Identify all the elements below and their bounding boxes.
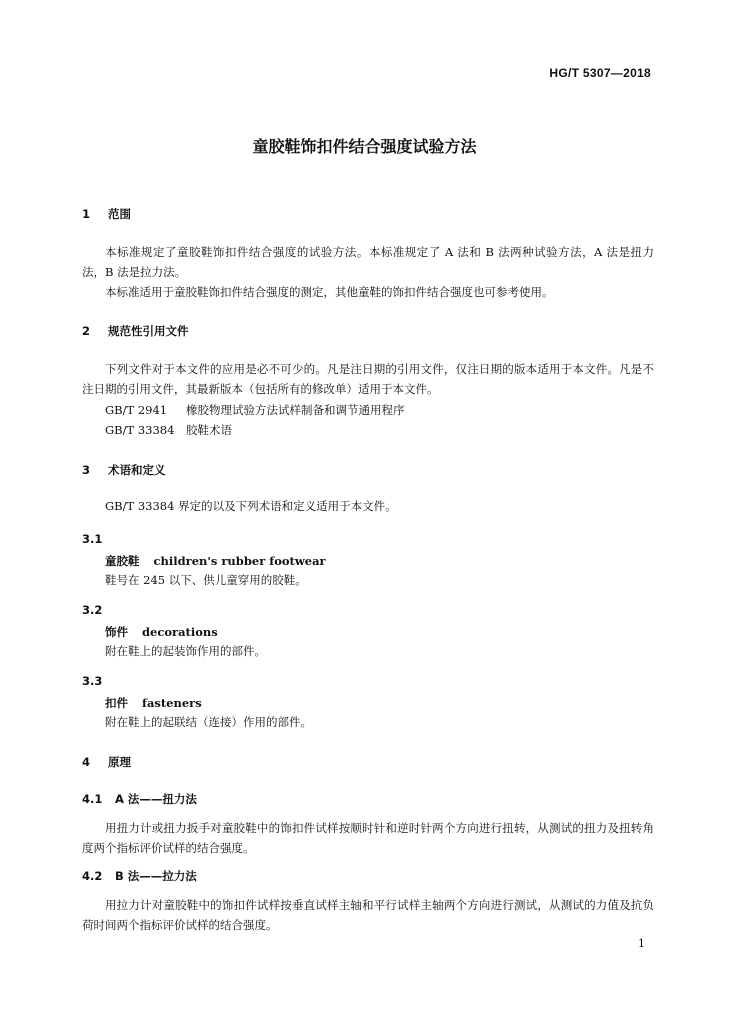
term-number: 3.3: [82, 674, 103, 688]
section-title: 范围: [108, 207, 132, 221]
subsection-4-2-heading: [82, 868, 197, 884]
term-entry: [105, 553, 326, 569]
reference-code: GB/T 33384: [105, 423, 175, 437]
section-number: 4: [82, 755, 91, 769]
term-english: children's rubber footwear: [153, 554, 326, 568]
reference-item: [105, 402, 405, 418]
subsection-number: 4.1: [82, 792, 103, 806]
section-3-heading: [82, 462, 166, 478]
section-number: 1: [82, 207, 91, 221]
section-3-intro: GB/T 33384 界定的以及下列术语和定义适用于本文件。: [105, 499, 397, 513]
subsection-number: 4.2: [82, 869, 103, 883]
term-chinese: 饰件: [105, 625, 128, 639]
term-entry: [105, 695, 202, 711]
term-number: 3.2: [82, 603, 103, 617]
term-english: decorations: [142, 625, 218, 639]
term-definition: 鞋号在 245 以下、供儿童穿用的胶鞋。: [105, 573, 307, 587]
section-2-paragraph: 下列文件对于本文件的应用是必不可少的。凡是注日期的引用文件，仅注日期的版本适用于本文件。凡是不注日期的引用文件，其最新版本（包括所有的修改单）适用于本文件。: [82, 362, 654, 396]
document-code: HG/T 5307—2018: [549, 66, 651, 80]
section-title: 术语和定义: [108, 463, 166, 477]
reference-item: [105, 422, 232, 438]
section-2-heading: [82, 323, 189, 339]
term-english: fasteners: [142, 696, 202, 710]
subsection-4-1-paragraph: 用扭力计或扭力扳手对童胶鞋中的饰扣件试样按顺时针和逆时针两个方向进行扭转，从测试的扭力及扭转角度两个指标评价试样的结合强度。: [82, 821, 654, 855]
section-number: 3: [82, 463, 91, 477]
section-1-paragraph-1: 本标准规定了童胶鞋饰扣件结合强度的试验方法。本标准规定了 A 法和 B 法两种试验方法，A 法是扭力法，B 法是拉力法。: [82, 245, 654, 279]
section-1-heading: [82, 206, 131, 222]
section-4-heading: [82, 754, 131, 770]
term-chinese: 童胶鞋: [105, 554, 140, 568]
reference-code: GB/T 2941: [105, 403, 168, 417]
section-1-paragraph-2: 本标准适用于童胶鞋饰扣件结合强度的测定，其他童鞋的饰扣件结合强度也可参考使用。: [105, 285, 554, 299]
subsection-title: B 法——拉力法: [115, 869, 197, 883]
page-number: 1: [638, 937, 645, 950]
subsection-4-1-heading: [82, 791, 197, 807]
term-entry: [105, 624, 218, 640]
term-chinese: 扣件: [105, 696, 128, 710]
subsection-title: A 法——扭力法: [115, 792, 197, 806]
reference-title: 橡胶物理试验方法试样制备和调节通用程序: [186, 403, 405, 417]
section-title: 规范性引用文件: [108, 324, 189, 338]
term-number: 3.1: [82, 532, 103, 546]
term-definition: 附在鞋上的起联结（连接）作用的部件。: [105, 715, 312, 729]
term-definition: 附在鞋上的起装饰作用的部件。: [105, 644, 266, 658]
subsection-4-2-paragraph: 用拉力计对童胶鞋中的饰扣件试样按垂直试样主轴和平行试样主轴两个方向进行测试，从测试的力值及抗负荷时间两个指标评价试样的结合强度。: [82, 898, 654, 932]
document-title: 童胶鞋饰扣件结合强度试验方法: [252, 137, 477, 156]
section-title: 原理: [108, 755, 132, 769]
reference-title: 胶鞋术语: [186, 423, 232, 437]
section-number: 2: [82, 324, 91, 338]
